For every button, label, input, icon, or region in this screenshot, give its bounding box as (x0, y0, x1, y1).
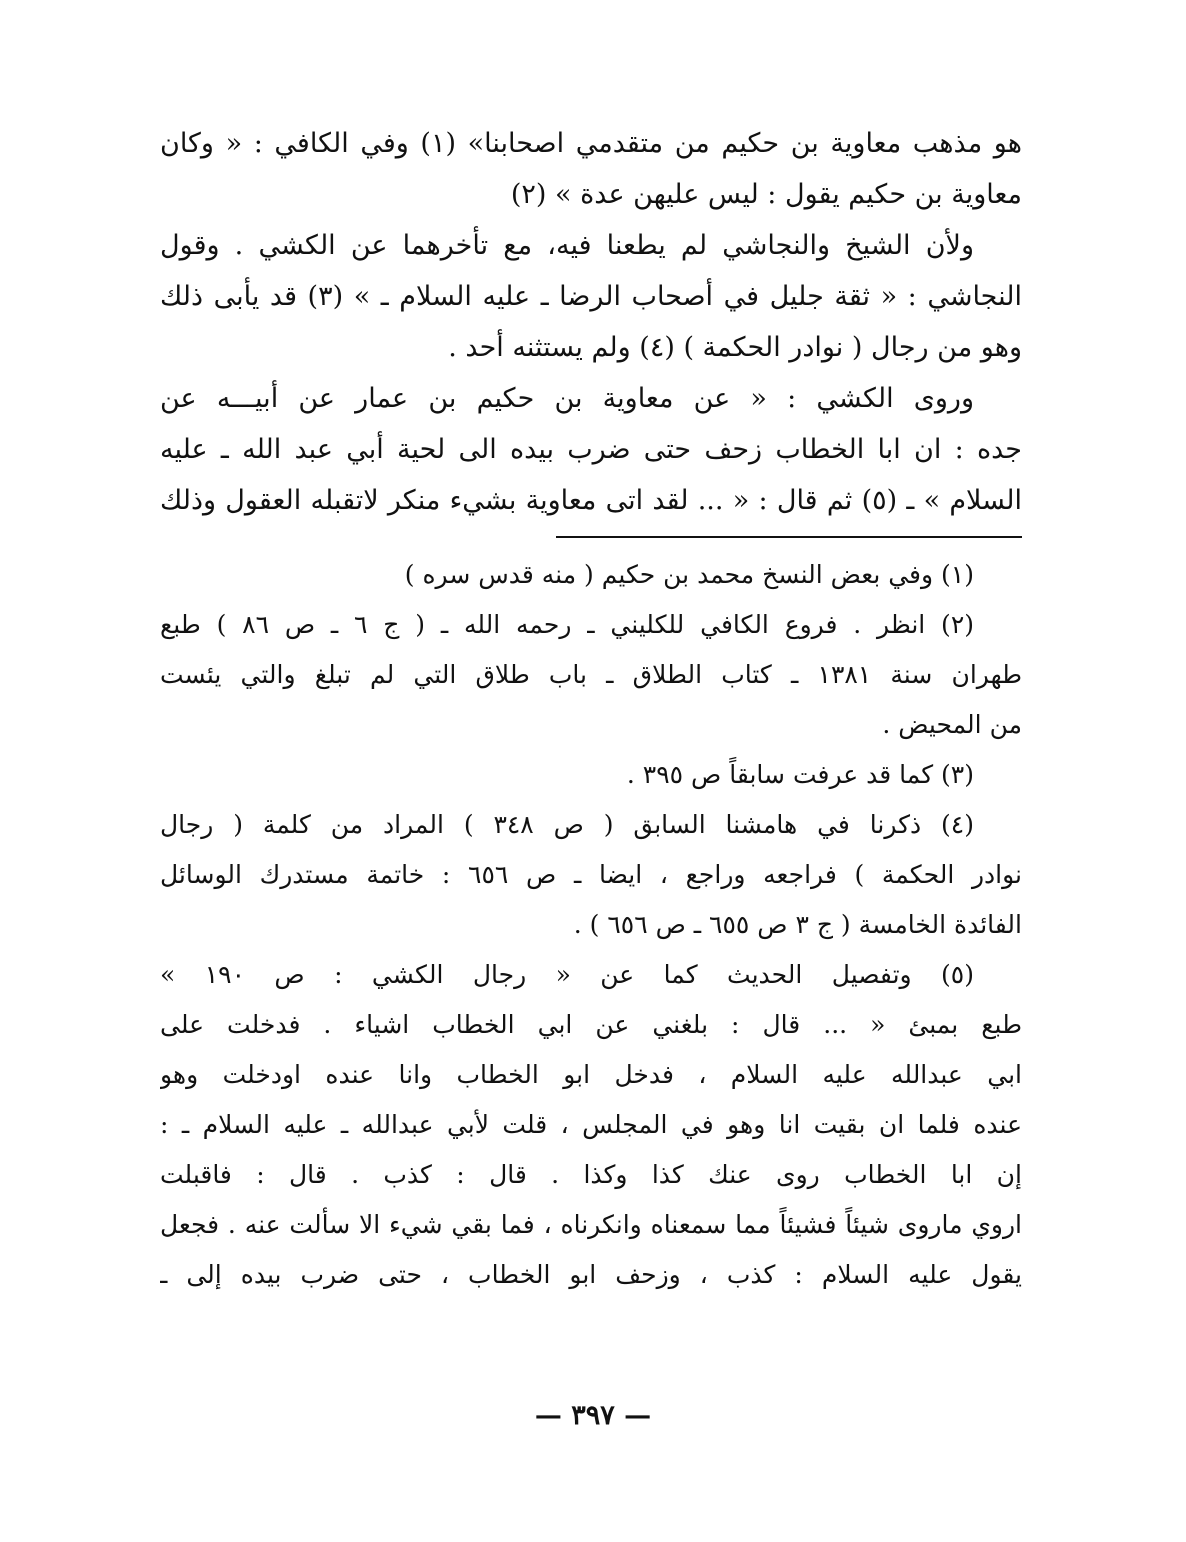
page-number: — ٣٩٧ — (534, 1400, 652, 1431)
footnote-line: (٢) انظر . فروع الكافي للكليني ـ رحمه الله ـ ( ج ٦ ـ ص ٨٦ ) طبع (160, 610, 975, 639)
footnote-line: (١) وفي بعض النسخ محمد بن حكيم ( منه قدس سره ) (404, 560, 974, 589)
text-line: وروى الكشي : « عن معاوية بن حكيم بن عمار عن أبيـــه عن (160, 383, 974, 414)
text-line: هو مذهب معاوية بن حكيم من متقدمي اصحابنا» (١) وفي الكافي : « وكان (160, 128, 1022, 159)
footnote-line: اروي ماروى شيئاً فشيئاً مما سمعناه وانكرناه ، فما بقي شيء الا سألت عنه . فجعل (160, 1210, 1022, 1239)
footnote-line: (٥) وتفصيل الحديث كما عن « رجال الكشي : ص ١٩٠ » (160, 960, 974, 989)
footnote-separator (556, 536, 1022, 538)
footnote-line: طهران سنة ١٣٨١ ـ كتاب الطلاق ـ باب طلاق التي لم تبلغ والتي يئست (160, 660, 1022, 689)
footnote-line: إن ابا الخطاب روى عنك كذا وكذا . قال : كذب . قال : فاقبلت (160, 1160, 1022, 1189)
footnote-line: (٤) ذكرنا في هامشنا السابق ( ص ٣٤٨ ) المراد من كلمة ( رجال (160, 810, 974, 839)
text-line: السلام » ـ (٥) ثم قال : « ... لقد اتى معاوية بشيء منكر لاتقبله العقول وذلك (160, 485, 1022, 516)
document-page (160, 118, 1022, 1478)
footnote-line: (٣) كما قد عرفت سابقاً ص ٣٩٥ . (626, 760, 974, 789)
footnotes (160, 550, 1022, 1300)
footnote-line: طبع بمبئ « ... قال : بلغني عن ابي الخطاب اشياء . فدخلت على (160, 1010, 1022, 1039)
main-text (160, 118, 1022, 526)
footnote-line: عنده فلما ان بقيت انا وهو في المجلس ، قلت لأبي عبدالله ـ عليه السلام ـ : (160, 1110, 1022, 1139)
text-line: النجاشي : « ثقة جليل في أصحاب الرضا ـ عليه السلام ـ » (٣) قد يأبى ذلك (160, 281, 1022, 312)
text-line: وهو من رجال ( نوادر الحكمة ) (٤) ولم يستثنه أحد . (448, 332, 1022, 363)
text-line: معاوية بن حكيم يقول : ليس عليهن عدة » (٢) (510, 179, 1022, 210)
footnote-line: من المحيض . (882, 710, 1022, 739)
footnote-line: نوادر الحكمة ) فراجعه وراجع ، ايضا ـ ص ٦٥٦ : خاتمة مستدرك الوسائل (160, 860, 1022, 889)
text-line: جده : ان ابا الخطاب زحف حتى ضرب بيده الى لحية أبي عبد الله ـ عليه (160, 434, 1022, 465)
footnote-line: الفائدة الخامسة ( ج ٣ ص ٦٥٥ ـ ص ٦٥٦ ) . (573, 910, 1022, 939)
footnote-line: يقول عليه السلام : كذب ، وزحف ابو الخطاب ، حتى ضرب بيده إلى ـ (160, 1260, 1022, 1289)
text-line: ولأن الشيخ والنجاشي لم يطعنا فيه، مع تأخرهما عن الكشي . وقول (160, 230, 974, 261)
footnote-line: ابي عبدالله عليه السلام ، فدخل ابو الخطاب وانا عنده اودخلت وهو (160, 1060, 1022, 1089)
